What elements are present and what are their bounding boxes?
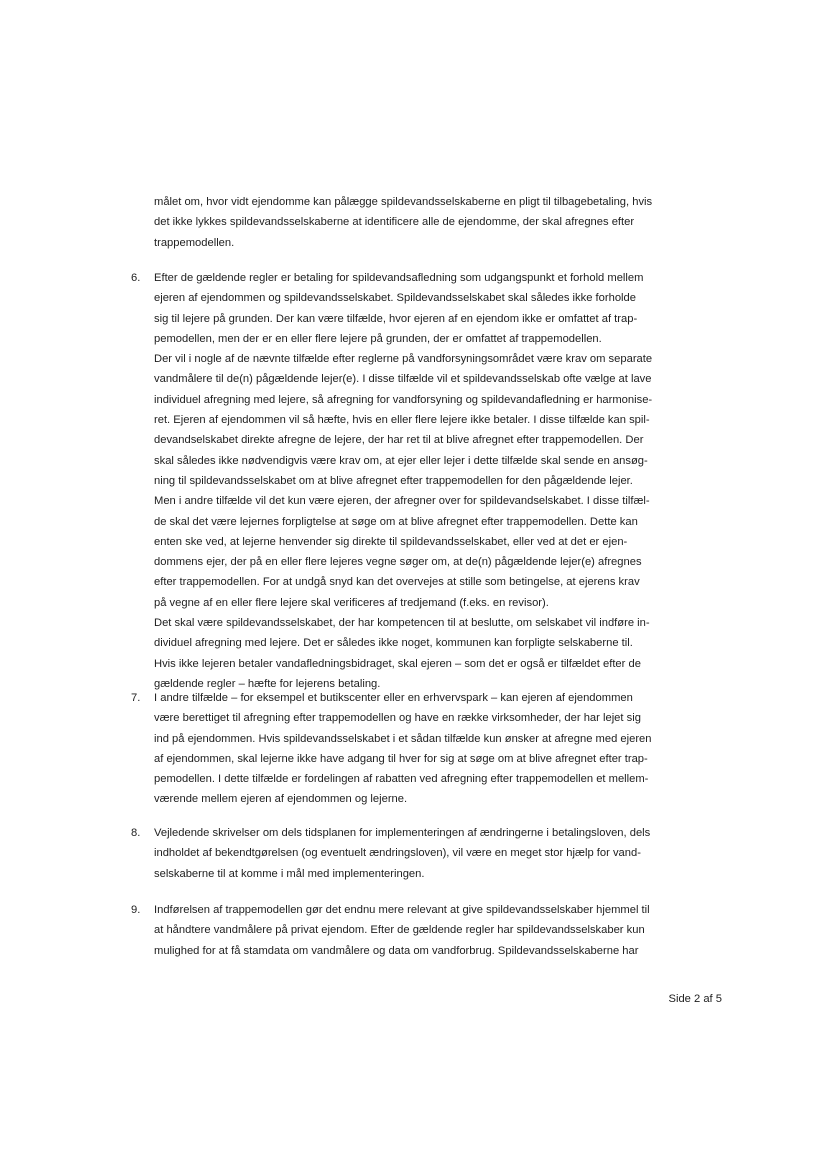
text-line: gældende regler – hæfte for lejerens betaling. — [154, 677, 381, 690]
paragraph-8 — [154, 823, 726, 884]
text-line: målet om, hvor vidt ejendomme kan pålægge spildevandsselskaberne en pligt til tilbagebetaling, hvis — [154, 196, 653, 208]
text-line: vandmålere til de(n) pågældende lejer(e). I disse tilfælde vil et spildevandsselskab ofte vælge at lave — [154, 373, 652, 386]
text-line: individuel afregning med lejere, så afregning for vandforsyning og spildevandafledning er harmonise- — [154, 393, 653, 406]
paragraph-number: 6. — [131, 272, 141, 284]
text-line: ning til spildevandsselskabet om at blive afregnet efter trappemodellen for den pågældende lejer. — [154, 474, 633, 487]
text-line: enten ske ved, at lejerne henvender sig direkte til spildevandsselskabet, eller ved at det er ejen- — [154, 535, 628, 548]
paragraph-9 — [154, 900, 726, 961]
text-line: devandselskabet direkte afregne de lejere, der har ret til at blive afregnet efter trappemodellen. Der — [154, 434, 644, 447]
paragraph-number: 9. — [131, 904, 141, 916]
text-line: skal således ikke nødvendigvis være krav om, at ejer eller lejer i dette tilfælde skal sende en ansøg- — [154, 454, 648, 467]
text-line: Indførelsen af trappemodellen gør det endnu mere relevant at give spildevandsselskaber hjemmel til — [154, 904, 650, 916]
text-line: I andre tilfælde – for eksempel et butikscenter eller en erhvervspark – kan ejeren af ejendommen — [154, 692, 633, 704]
text-line: at håndtere vandmålere på privat ejendom. Efter de gældende regler har spildevandsselskaber kun — [154, 924, 645, 937]
text-line: værende mellem ejeren af ejendommen og lejerne. — [154, 793, 408, 806]
text-line: pemodellen, men der er en eller flere lejere på grunden, der er omfattet af trappemodellen. — [154, 332, 602, 345]
text-line: selskaberne til at komme i mål med implementeringen. — [154, 867, 425, 880]
text-line: ret. Ejeren af ejendommen vil så hæfte, hvis en eller flere lejere ikke betaler. I disse tilfælde kan spil- — [154, 414, 650, 427]
paragraph-continuation — [154, 192, 726, 253]
text-line: Hvis ikke lejeren betaler vandafledningsbidraget, skal ejeren – som det er også er tilfældet efter de — [154, 657, 641, 670]
text-line: Der vil i nogle af de nævnte tilfælde efter reglerne på vandforsyningsområdet være krav om separate — [154, 353, 653, 366]
text-line: indholdet af bekendtgørelsen (og eventuelt ændringsloven), vil være en meget stor hjælp for vand- — [154, 847, 641, 860]
paragraph-7 — [154, 688, 726, 810]
text-line: efter trappemodellen. For at undgå snyd kan det overvejes at stille som betingelse, at ejerens krav — [154, 576, 640, 589]
text-line: dommens ejer, der på en eller flere lejeres vegne søger om, at de(n) pågældende lejer(e) afregnes — [154, 556, 642, 569]
text-line: ind på ejendommen. Hvis spildevandsselskabet i et sådan tilfælde kun ønsker at afregne med ejeren — [154, 732, 652, 745]
text-line: Vejledende skrivelser om dels tidsplanen for implementeringen af ændringerne i betalingsloven, dels — [154, 827, 651, 839]
page-number: Side 2 af 5 — [668, 993, 722, 1005]
text-line: det ikke lykkes spildevandsselskaberne at identificere alle de ejendomme, der skal afregnes efter — [154, 216, 635, 229]
text-line: af ejendommen, skal lejerne ikke have adgang til hver for sig at søge om at blive afregnet efter trap- — [154, 752, 648, 765]
text-line: trappemodellen. — [154, 236, 235, 249]
text-line: Men i andre tilfælde vil det kun være ejeren, der afregner over for spildevandselskabet. I disse tilfæl- — [154, 495, 650, 508]
text-line: mulighed for at få stamdata om vandmålere og data om vandforbrug. Spildevandsselskaberne har — [154, 944, 639, 957]
text-line: på vegne af en eller flere lejere skal verificeres af tredjemand (f.eks. en revisor). — [154, 596, 549, 609]
text-line: sig til lejere på grunden. Der kan være tilfælde, hvor ejeren af en ejendom ikke er omfattet af trap- — [154, 312, 638, 325]
text-line: pemodellen. I dette tilfælde er fordelingen af rabatten ved afregning efter trappemodellen et mellem- — [154, 773, 649, 786]
text-line: Efter de gældende regler er betaling for spildevandsafledning som udgangspunkt et forhold mellem — [154, 272, 644, 284]
text-line: dividuel afregning med lejere. Det er således ikke noget, kommunen kan forpligte selskaberne til. — [154, 637, 633, 650]
paragraph-number: 7. — [131, 692, 141, 704]
text-line: Det skal være spildevandsselskabet, der har kompetencen til at beslutte, om selskabet vil indføre in- — [154, 617, 650, 630]
paragraph-number: 8. — [131, 827, 141, 839]
paragraph-6 — [154, 268, 726, 694]
text-line: de skal det være lejernes forpligtelse at søge om at blive afregnet efter trappemodellen. Dette kan — [154, 515, 638, 528]
text-line: ejeren af ejendommen og spildevandsselskabet. Spildevandsselskabet skal således ikke forholde — [154, 292, 636, 305]
text-line: være berettiget til afregning efter trappemodellen og have en række virksomheder, der har lejet sig — [154, 712, 641, 725]
